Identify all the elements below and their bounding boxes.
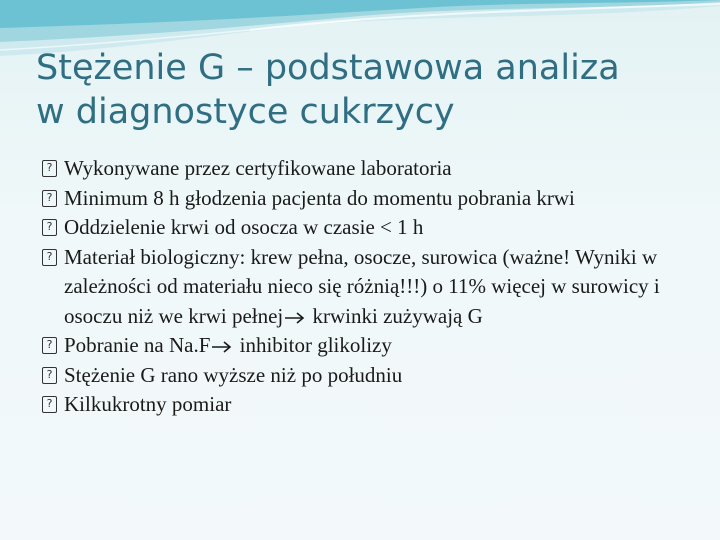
title-line-2: w diagnostyce cukrzycy [36, 92, 455, 132]
bullet-text-post: krwinki zużywają G [307, 303, 483, 328]
arrow-right-icon [211, 340, 233, 354]
list-item [42, 331, 702, 361]
missing-glyph-bullet-icon: ? [42, 337, 57, 354]
list-item [42, 154, 702, 184]
list-item [42, 213, 702, 243]
missing-glyph-bullet-icon: ? [42, 190, 57, 207]
bullet-text: Oddzielenie krwi od osocza w czasie < 1 h [64, 215, 424, 239]
missing-glyph-bullet-icon: ? [42, 160, 57, 177]
list-item [42, 243, 702, 332]
bullet-text: Stężenie G rano wyższe niż po południu [64, 362, 403, 387]
title-line-1: Stężenie G – podstawowa analiza [36, 48, 620, 88]
bullet-text-pre: Materiał biologiczny: krew pełna, osocze, surowica (ważne! Wyniki w zależności od materiału nieco się różnią!!!) o 11% więcej w surowicy i osoczu niż we krwi pełnej [64, 244, 660, 328]
arrow-right-icon [284, 311, 306, 325]
bullet-text-post: inhibitor glikolizy [234, 333, 392, 357]
list-item [42, 390, 702, 420]
bullet-text: Kilkukrotny pomiar [64, 392, 232, 416]
missing-glyph-bullet-icon: ? [42, 396, 57, 413]
bullet-text-pre: Pobranie na Na.F [64, 333, 211, 357]
missing-glyph-bullet-icon: ? [42, 249, 57, 266]
list-item [42, 361, 702, 391]
list-item [42, 184, 702, 214]
bullet-text: Minimum 8 h głodzenia pacjenta do momentu pobrania krwi [64, 185, 575, 210]
missing-glyph-bullet-icon: ? [42, 219, 57, 236]
missing-glyph-bullet-icon: ? [42, 367, 57, 384]
bullet-list [42, 154, 702, 420]
slide-title [36, 46, 696, 134]
bullet-text: Wykonywane przez certyfikowane laboratoria [64, 156, 452, 180]
